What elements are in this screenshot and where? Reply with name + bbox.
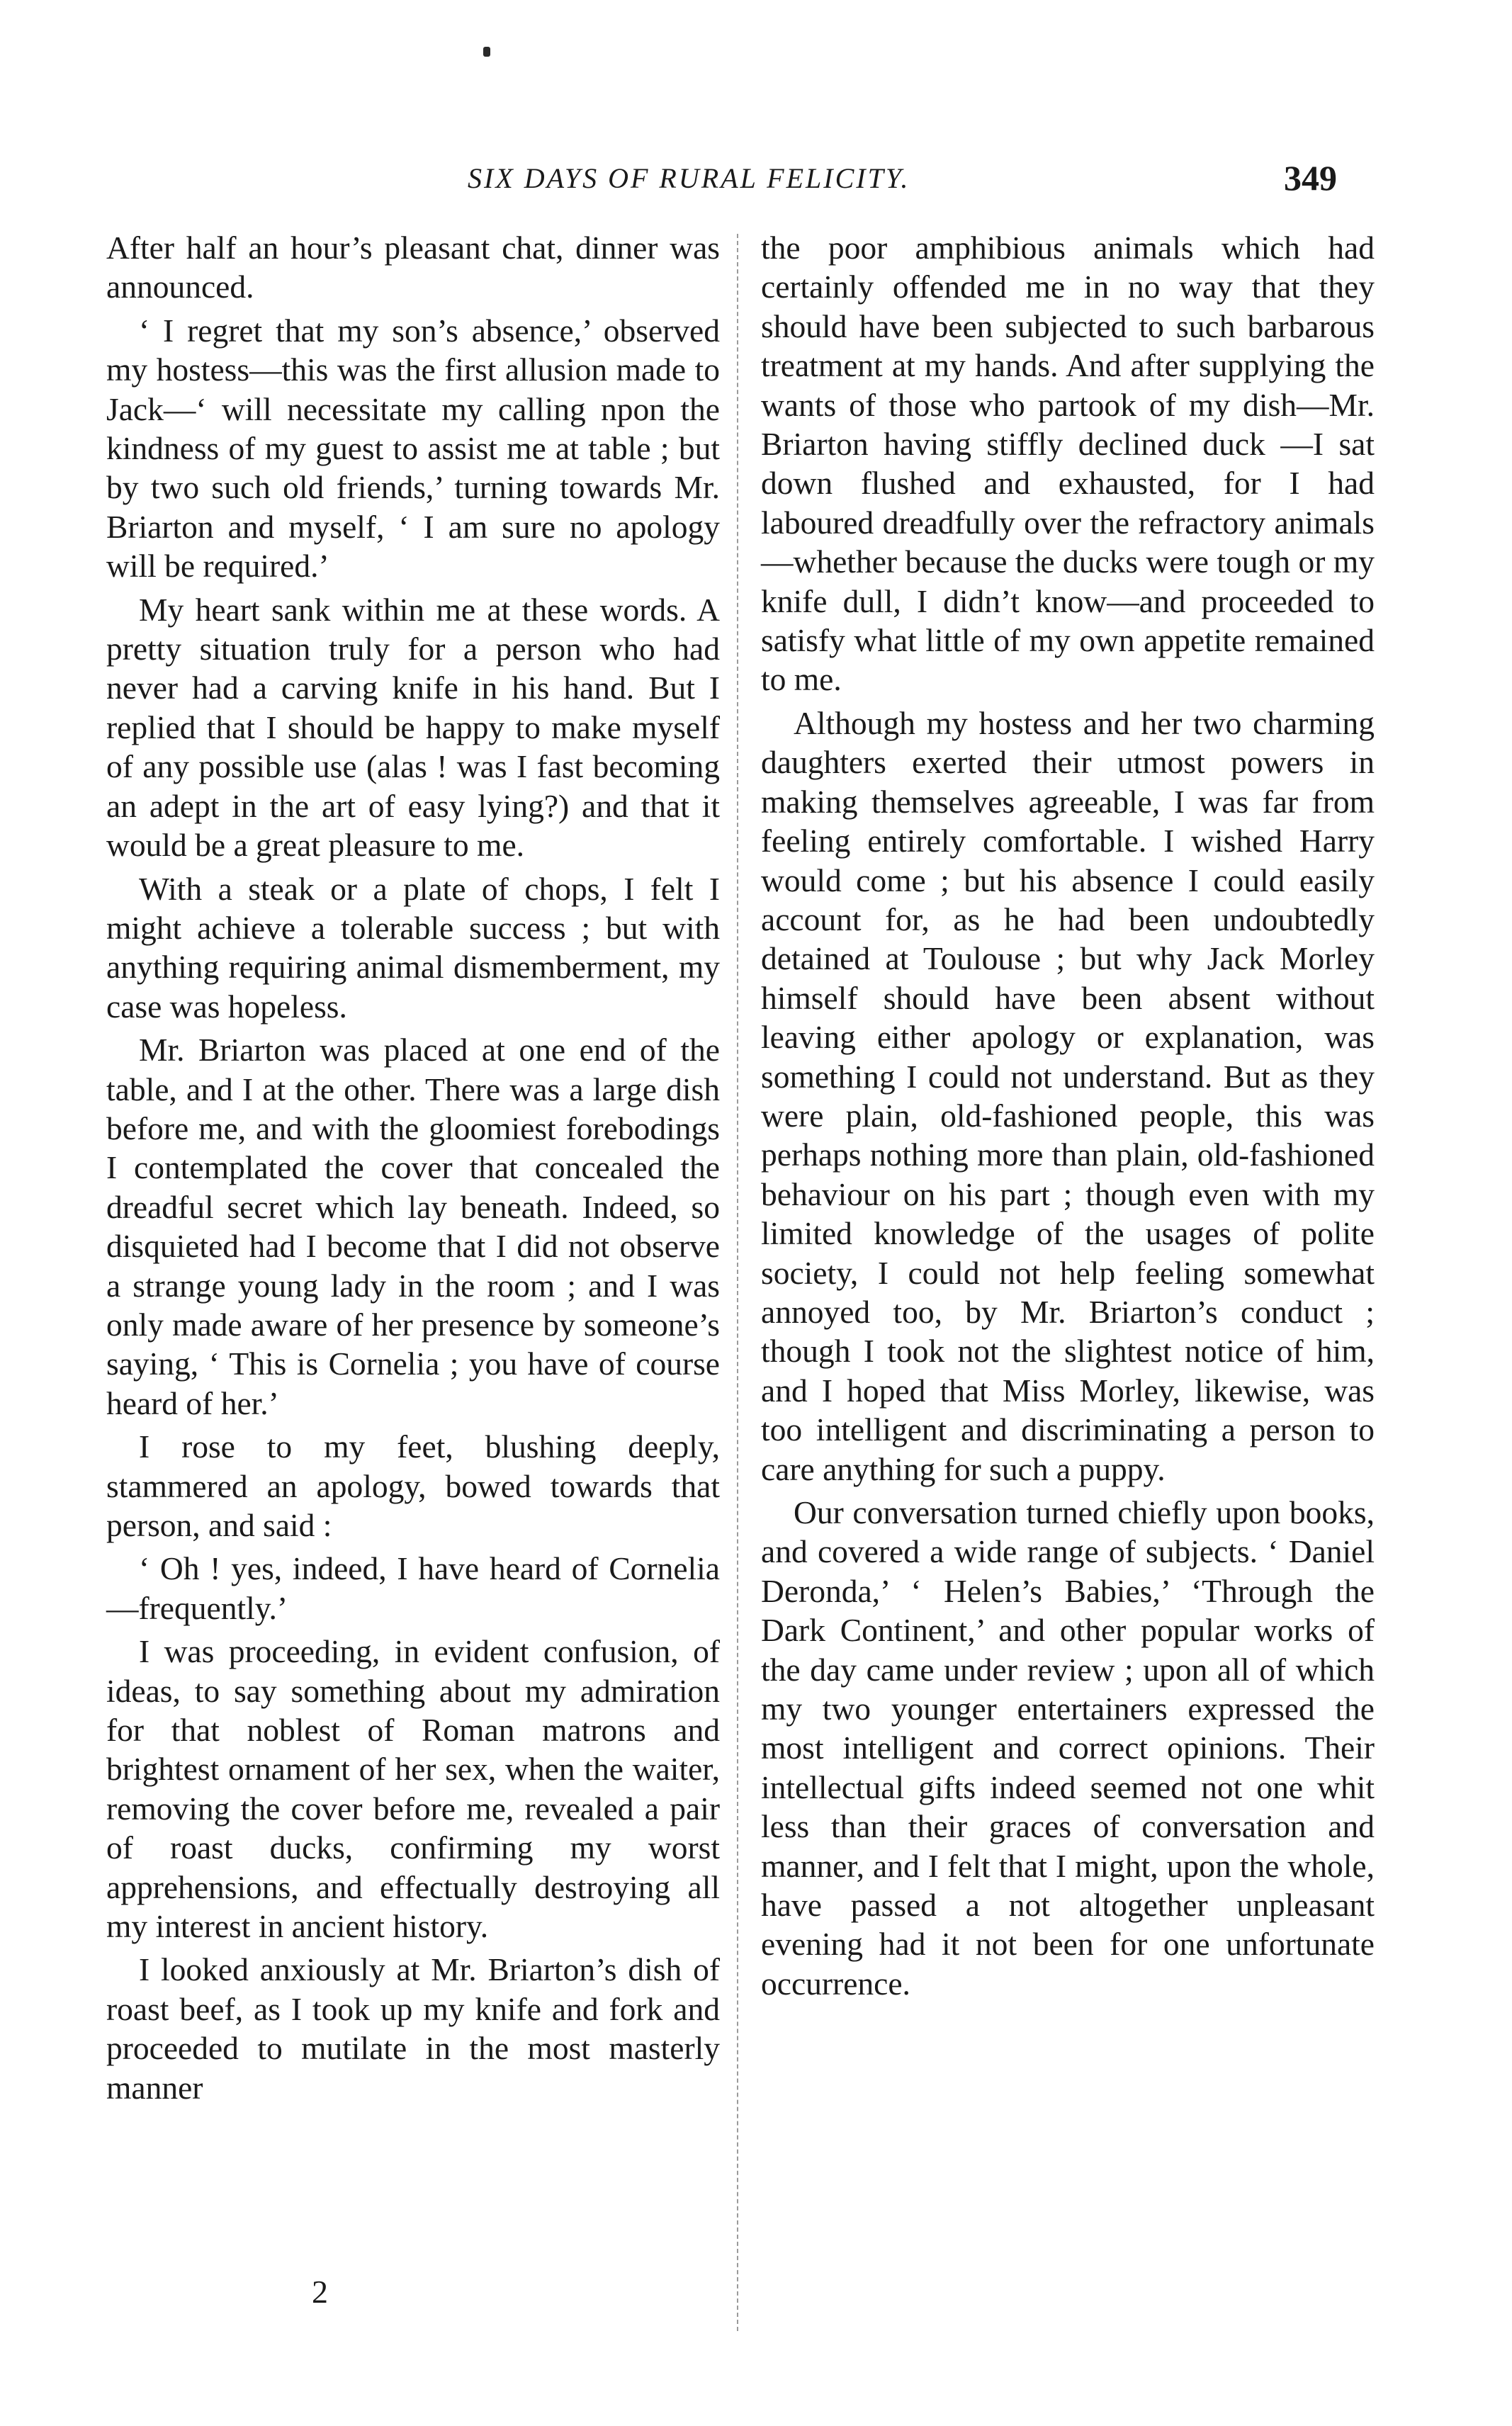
column-divider [737, 234, 738, 2331]
paragraph: I was proceeding, in evident confusion, of ideas, to say something about my admiration for that noblest of Roman matrons and brightest ornament of her sex, when the waiter, removing the cover before me, revealed a pair of roast ducks, confirming my worst apprehensions, and effectually destroying all my interest in ancient history. [106, 1633, 720, 1945]
paragraph: With a steak or a plate of chops, I felt I might achieve a tolerable success ; but with anything requiring animal dismemberment, my case was hopeless. [106, 870, 720, 1025]
signature-mark: 2 [312, 2274, 328, 2310]
running-title: SIX DAYS OF RURAL FELICITY. [468, 162, 910, 194]
paragraph: ‘ Oh ! yes, indeed, I have heard of Cornelia—frequently.’ [106, 1550, 720, 1626]
paragraph: ‘ I regret that my son’s absence,’ observed my hostess—this was the first allusion made to Jack—‘ will necessitate my calling npon the kindness of my guest to assist me at table ; but by two such old friends,’ turning towards Mr. Briarton and myself, ‘ I am sure no apology will be required.’ [106, 312, 720, 585]
left-column [106, 228, 720, 2111]
page-number: 349 [1284, 158, 1337, 198]
paragraph: Our conversation turned chiefly upon books, and covered a wide range of subjects. ‘ Daniel Deronda,’ ‘ Helen’s Babies,’ ‘Through the Dark Continent,’ and other popular works of the day came under review ; upon all of which my two younger entertainers expressed the most intelligent and correct opinions. Their intellectual gifts indeed seemed not one whit less than their graces of conversation and manner, and I felt that I might, upon the whole, have passed a not altogether unpleasant evening had it not been for one unfortunate occurrence. [761, 1494, 1375, 2002]
paragraph: My heart sank within me at these words. A pretty situation truly for a person who had never had a carving knife in his hand. But I replied that I should be happy to make myself of any possible use (alas ! was I fast becoming an adept in the art of easy lying?) and that it would be a great pleasure to me. [106, 591, 720, 864]
paragraph: After half an hour’s pleasant chat, dinner was announced. [106, 230, 720, 305]
paragraph: the poor amphibious animals which had certainly offended me in no way that they should have been subjected to such barbarous treatment at my hands. And after supplying the wants of those who partook of my dish—Mr. Briarton having stiffly declined duck —I sat down flushed and exhausted, for I had laboured dreadfully over the refractory animals—whether because the ducks were tough or my knife dull, I didn’t know—and proceeded to satisfy what little of my own appetite remained to me. [761, 230, 1375, 698]
paragraph: I rose to my feet, blushing deeply, stammered an apology, bowed towards that person, and said : [106, 1428, 720, 1543]
paragraph: I looked anxiously at Mr. Briarton’s dish of roast beef, as I took up my knife and fork and proceeded to mutilate in the most masterly manner [106, 1951, 720, 2106]
paragraph: Although my hostess and her two charming daughters exerted their utmost powers in making themselves agreeable, I was far from feeling entirely comfortable. I wished Harry would come ; but his absence I could easily account for, as he had been undoubtedly detained at Toulouse ; but why Jack Morley himself should have been absent without leaving either apology or explanation, was something I could not understand. But as they were plain, old-fashioned people, this was perhaps nothing more than plain, old-fashioned behaviour on his part ; though even with my limited knowledge of the usages of polite society, I could not help feeling somewhat annoyed too, by Mr. Briarton’s conduct ; though I took not the slightest notice of him, and I hoped that Miss Morley, likewise, was too intelligent and discriminating a person to care anything for such a puppy. [761, 704, 1375, 1487]
right-column [761, 228, 1375, 2007]
paragraph: Mr. Briarton was placed at one end of the table, and I at the other. There was a large dish before me, and with the gloomiest forebodings I contemplated the cover that concealed the dreadful secret which lay beneath. Indeed, so disquieted had I become that I did not observe a strange young lady in the room ; and I was only made aware of her presence by someone’s saying, ‘ This is Cornelia ; you have of course heard of her.’ [106, 1032, 720, 1421]
ink-speck [483, 47, 490, 57]
